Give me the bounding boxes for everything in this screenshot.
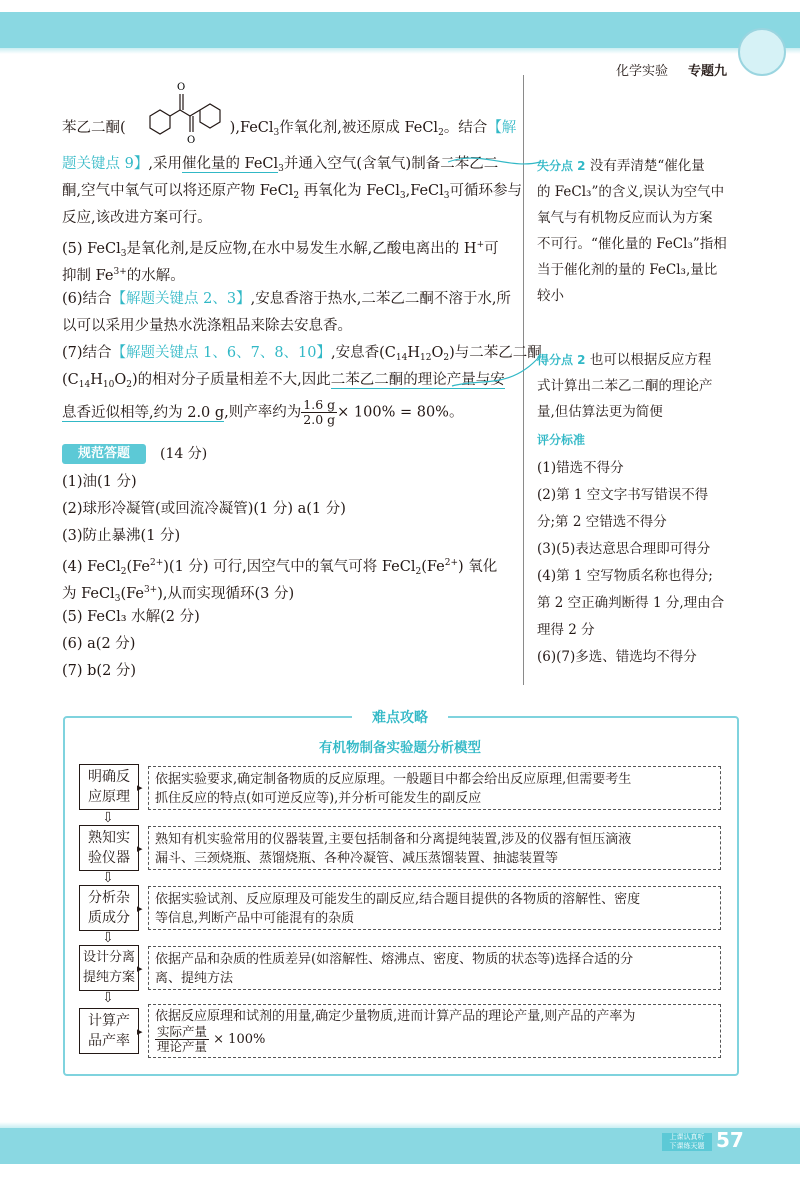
text-line: 酮,空气中氧气可以将还原产物 FeCl$_2$ 再氧化为 FeCl$_3$,FeCl$_3$可循环参与: [62, 183, 523, 201]
strategy-subtitle: 有机物制备实验题分析模型: [319, 740, 481, 756]
arrow-down-icon: ⇩: [102, 810, 114, 826]
answer-line: (3)防止暴沸(1 分): [62, 528, 181, 544]
answer-line: (5) FeCl₃ 水解(2 分): [62, 609, 200, 625]
side-note: 失分点 2 没有弄清楚“催化量: [537, 158, 705, 174]
side-note: [537, 430, 585, 450]
flow-step: 熟知实 验仪器: [79, 825, 139, 871]
arrow-right-icon: ▸: [137, 1025, 143, 1038]
answer-score: (14 分): [160, 446, 208, 462]
side-note: 得分点 2 也可以根据反应方程: [537, 352, 712, 368]
slogan: 上课认真听 下课练天题: [662, 1133, 712, 1151]
text-line: $(C_{14}H_{10}O_2)$的相对分子质量相差不大,因此二苯乙二酮的理论产量与安: [62, 372, 505, 390]
side-note: (6)(7)多选、错选均不得分: [537, 649, 697, 665]
arrow-right-icon: ▸: [137, 781, 143, 794]
text-line: 题关键点 9】,采用催化量的 FeCl$_3$并通入空气(含氧气)制备二苯乙二: [62, 156, 499, 174]
side-note: 式计算出二苯乙二酮的理论产: [537, 378, 713, 394]
flow-step: 明确反 应原理: [79, 764, 139, 810]
mascot-icon: [738, 28, 786, 76]
side-note: (1)错选不得分: [537, 460, 624, 476]
arrow-right-icon: ▸: [137, 962, 143, 975]
flow-step: 计算产 品产率: [79, 1008, 139, 1054]
flow-desc: 依据反应原理和试剂的用量,确定少量物质,进而计算产品的理论产量,则产品的产率为 $\frac{\text{实际产量}}{\text{理论产量}}$ × 100%: [148, 1004, 721, 1058]
svg-text:O: O: [187, 135, 196, 146]
text-line: 反应,该改进方案可行。: [62, 210, 212, 226]
side-note: (4)第 1 空写物质名称也得分;: [537, 568, 713, 584]
page-number: 57: [716, 1128, 744, 1152]
flow-desc: 依据产品和杂质的性质差异(如溶解性、熔沸点、密度、物质的状态等)选择合适的分 离、提纯方法: [148, 946, 721, 990]
flow-step: 设计分离 提纯方案: [79, 945, 139, 991]
text-line: (5) FeCl$_3$是氧化剂,是反应物,在水中易发生水解,乙酸电离出的 H+可: [62, 240, 499, 259]
side-note: 第 2 空正确判断得 1 分,理由合: [537, 595, 725, 611]
answer-line: (2)球形冷凝管(或回流冷凝管)(1 分) a(1 分): [62, 501, 346, 517]
top-decor-fade: [0, 48, 800, 54]
answer-line: (7) b(2 分): [62, 663, 137, 679]
flow-desc: 依据实验试剂、反应原理及可能发生的副反应,结合题目提供的各物质的溶解性、密度 等信息,判断产品中可能混有的杂质: [148, 886, 721, 930]
side-note: 氧气与有机物反应而认为方案: [537, 210, 713, 226]
yield-fraction: $\frac{1.6 g}{2.0 g}$: [303, 397, 336, 427]
arrow-down-icon: ⇩: [102, 990, 114, 1006]
text-line: 苯乙二酮( ),FeCl$_3$作氧化剂,被还原成 FeCl$_2$。结合【解: [62, 120, 517, 138]
arrow-down-icon: ⇩: [102, 870, 114, 886]
flow-desc: 依据实验要求,确定制备物质的反应原理。一般题目中都会给出反应原理,但需要考生 抓住反应的特点(如可逆反应等),并分析可能发生的副反应: [148, 766, 721, 810]
lose-point-tag: 失分点 2: [537, 159, 586, 173]
answer-line: (1)油(1 分): [62, 474, 137, 490]
scoring-standard-tag: 评分标准: [537, 433, 586, 447]
text-line: 息香近似相等,约为 2.0 g,则产率约为 $\frac{1.6 g}{2.0 g}$ × 100% = 80%。: [62, 397, 464, 427]
answer-line: (4) $FeCl_2(Fe^{2+})(1$ 分) 可行,因空气中的氧气可将 $FeCl_2(Fe^{2+})$ 氧化: [62, 558, 498, 577]
side-note: (3)(5)表达意思合理即可得分: [537, 541, 711, 557]
text-line: 抑制 $Fe^{3+}$的水解。: [62, 267, 185, 284]
header-subject: 化学实验: [616, 64, 669, 79]
text-line: (6)结合【解题关键点 2、3】,安息香溶于热水,二苯乙二酮不溶于水,所: [62, 291, 511, 307]
side-note: 不可行。“催化量的 FeCl₃”指相: [537, 236, 727, 252]
text-line: 以可以采用少量热水洗涤粗品来除去安息香。: [62, 318, 352, 334]
side-note: 量,但估算法更为简便: [537, 404, 663, 420]
header-topic: 专题九: [688, 64, 728, 79]
top-decor-bar: [0, 12, 800, 48]
arrow-right-icon: ▸: [137, 842, 143, 855]
svg-text:O: O: [177, 82, 186, 93]
annotation-curve: [440, 140, 550, 400]
side-note: 的 FeCl₃”的含义,误认为空气中: [537, 184, 725, 200]
side-note: 理得 2 分: [537, 622, 595, 638]
flow-step: 分析杂 质成分: [79, 885, 139, 931]
answer-badge: 规范答题: [62, 444, 146, 464]
arrow-right-icon: ▸: [137, 902, 143, 915]
strategy-title: 难点攻略: [352, 707, 448, 729]
gain-point-tag: 得分点 2: [537, 353, 586, 367]
side-note: 较小: [537, 288, 564, 304]
side-note: (2)第 1 空文字书写错误不得: [537, 487, 709, 503]
flow-desc: 熟知有机实验常用的仪器装置,主要包括制备和分离提纯装置,涉及的仪器有恒压滴液 漏斗、三颈烧瓶、蒸馏烧瓶、各种冷凝管、减压蒸馏装置、抽滤装置等: [148, 826, 721, 870]
answer-line: 为 $FeCl_3(Fe^{3+})$,从而实现循环(3 分): [62, 585, 295, 604]
side-note: 当于催化剂的量的 FeCl₃,量比: [537, 262, 718, 278]
answer-line: (6) a(2 分): [62, 636, 136, 652]
arrow-down-icon: ⇩: [102, 930, 114, 946]
text-line: (7)结合【解题关键点 1、6、7、8、10】,安息香$(C_{14}H_{12}O_2)$与二苯乙二酮: [62, 345, 542, 363]
side-note: 分;第 2 空错选不得分: [537, 514, 667, 530]
